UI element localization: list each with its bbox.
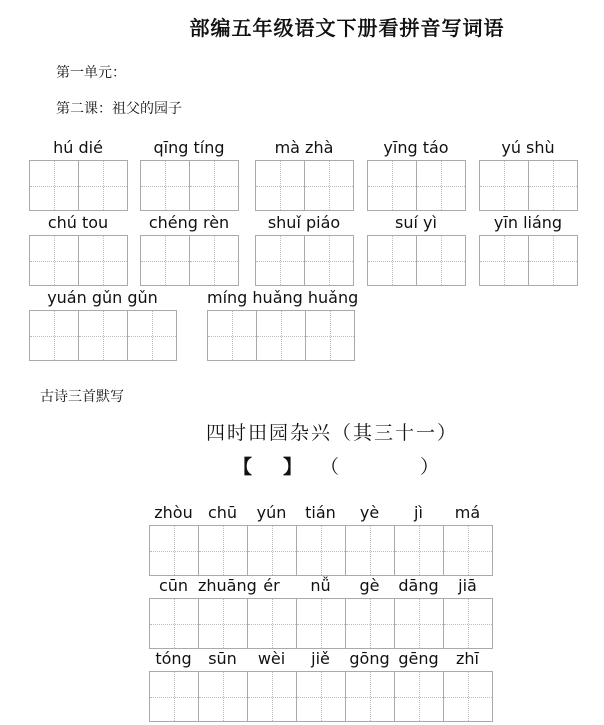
pinyin-syllable: jì bbox=[414, 503, 423, 522]
pinyin-syllable: zhòu bbox=[154, 503, 193, 522]
writing-cell[interactable] bbox=[150, 672, 199, 722]
writing-grid[interactable] bbox=[255, 235, 354, 286]
pinyin-syllable: nǚ bbox=[310, 576, 331, 595]
writing-cell[interactable] bbox=[306, 311, 355, 361]
writing-cell[interactable] bbox=[480, 161, 529, 211]
dynasty-bracket-close: 】 bbox=[283, 456, 303, 478]
author-paren-close: ） bbox=[420, 456, 440, 478]
writing-grid[interactable] bbox=[207, 310, 355, 361]
writing-cell[interactable] bbox=[368, 236, 417, 286]
pinyin-syllable: zhuāng bbox=[198, 576, 257, 595]
pinyin-syllable: wèi bbox=[257, 649, 286, 668]
writing-cell[interactable] bbox=[256, 161, 305, 211]
writing-cell[interactable] bbox=[128, 311, 177, 361]
writing-cell[interactable] bbox=[480, 236, 529, 286]
unit-heading: 第一单元： bbox=[56, 65, 126, 81]
writing-cell[interactable] bbox=[199, 599, 248, 649]
pinyin-label: yuán gǔn gǔn bbox=[47, 288, 158, 307]
writing-cell[interactable] bbox=[141, 161, 190, 211]
writing-cell[interactable] bbox=[248, 672, 297, 722]
writing-cell[interactable] bbox=[208, 311, 257, 361]
writing-cell[interactable] bbox=[417, 161, 466, 211]
writing-grid[interactable] bbox=[29, 160, 128, 211]
writing-cell[interactable] bbox=[141, 236, 190, 286]
writing-grid[interactable] bbox=[255, 160, 354, 211]
pinyin-syllable: yún bbox=[256, 503, 287, 522]
writing-grid[interactable] bbox=[367, 160, 466, 211]
pinyin-syllable: ér bbox=[263, 576, 280, 595]
writing-cell[interactable] bbox=[529, 236, 578, 286]
pinyin-syllable: yè bbox=[359, 503, 380, 522]
pinyin-label: míng huǎng huǎng bbox=[207, 288, 359, 307]
writing-cell[interactable] bbox=[305, 161, 354, 211]
pinyin-label: yīng táo bbox=[383, 138, 449, 157]
writing-cell[interactable] bbox=[199, 526, 248, 576]
writing-cell[interactable] bbox=[79, 161, 128, 211]
writing-grid[interactable] bbox=[479, 160, 578, 211]
pinyin-syllable: sūn bbox=[208, 649, 237, 668]
writing-cell[interactable] bbox=[30, 311, 79, 361]
writing-cell[interactable] bbox=[395, 672, 444, 722]
writing-cell[interactable] bbox=[346, 599, 395, 649]
pinyin-syllable: gēng bbox=[398, 649, 439, 668]
writing-grid[interactable] bbox=[479, 235, 578, 286]
pinyin-label: qīng tíng bbox=[153, 138, 225, 157]
pinyin-label: chéng rèn bbox=[148, 213, 230, 232]
pinyin-syllable: cūn bbox=[158, 576, 189, 595]
pinyin-label: chú tou bbox=[47, 213, 109, 232]
writing-cell[interactable] bbox=[395, 599, 444, 649]
writing-cell[interactable] bbox=[395, 526, 444, 576]
writing-cell[interactable] bbox=[30, 161, 79, 211]
writing-cell[interactable] bbox=[297, 599, 346, 649]
writing-cell[interactable] bbox=[257, 311, 306, 361]
writing-cell[interactable] bbox=[150, 526, 199, 576]
pinyin-syllable: gōng bbox=[349, 649, 390, 668]
writing-grid[interactable] bbox=[29, 235, 128, 286]
pinyin-label: hú dié bbox=[53, 138, 103, 157]
writing-cell[interactable] bbox=[199, 672, 248, 722]
writing-cell[interactable] bbox=[248, 599, 297, 649]
writing-cell[interactable] bbox=[444, 526, 493, 576]
page-title: 部编五年级语文下册看拼音写词语 bbox=[189, 16, 505, 40]
writing-cell[interactable] bbox=[417, 236, 466, 286]
poem-row-grid[interactable] bbox=[149, 671, 493, 722]
pinyin-label: yú shù bbox=[501, 138, 555, 157]
writing-cell[interactable] bbox=[297, 672, 346, 722]
writing-grid[interactable] bbox=[140, 160, 239, 211]
writing-cell[interactable] bbox=[79, 311, 128, 361]
writing-grid[interactable] bbox=[29, 310, 177, 361]
pinyin-syllable: dāng bbox=[398, 576, 439, 595]
writing-cell[interactable] bbox=[297, 526, 346, 576]
pinyin-label: yīn liáng bbox=[493, 213, 563, 232]
writing-cell[interactable] bbox=[529, 161, 578, 211]
writing-cell[interactable] bbox=[190, 236, 239, 286]
pinyin-label: suí yì bbox=[395, 213, 437, 232]
writing-grid[interactable] bbox=[140, 235, 239, 286]
writing-cell[interactable] bbox=[444, 599, 493, 649]
writing-cell[interactable] bbox=[368, 161, 417, 211]
writing-cell[interactable] bbox=[248, 526, 297, 576]
writing-cell[interactable] bbox=[256, 236, 305, 286]
pinyin-syllable: tóng bbox=[155, 649, 192, 668]
writing-cell[interactable] bbox=[346, 526, 395, 576]
section-heading: 古诗三首默写 bbox=[40, 389, 124, 405]
poem-row-grid[interactable] bbox=[149, 598, 493, 649]
poem-title: 四时田园杂兴（其三十一） bbox=[205, 422, 458, 444]
pinyin-syllable: zhī bbox=[456, 649, 479, 668]
dynasty-bracket-open: 【 bbox=[233, 456, 253, 478]
writing-cell[interactable] bbox=[305, 236, 354, 286]
writing-cell[interactable] bbox=[346, 672, 395, 722]
pinyin-label: mà zhà bbox=[274, 138, 334, 157]
pinyin-syllable: tián bbox=[305, 503, 336, 522]
lesson-heading: 第二课：祖父的园子 bbox=[56, 101, 182, 117]
writing-grid[interactable] bbox=[367, 235, 466, 286]
author-paren-open: （ bbox=[320, 456, 340, 478]
writing-cell[interactable] bbox=[30, 236, 79, 286]
writing-cell[interactable] bbox=[150, 599, 199, 649]
writing-cell[interactable] bbox=[190, 161, 239, 211]
pinyin-syllable: chū bbox=[207, 503, 238, 522]
writing-cell[interactable] bbox=[79, 236, 128, 286]
pinyin-label: shuǐ piáo bbox=[267, 213, 341, 232]
poem-row-grid[interactable] bbox=[149, 525, 493, 576]
pinyin-syllable: gè bbox=[359, 576, 380, 595]
writing-cell[interactable] bbox=[444, 672, 493, 722]
pinyin-syllable: jiā bbox=[458, 576, 477, 595]
pinyin-syllable: má bbox=[454, 503, 481, 522]
pinyin-syllable: jiě bbox=[311, 649, 330, 668]
